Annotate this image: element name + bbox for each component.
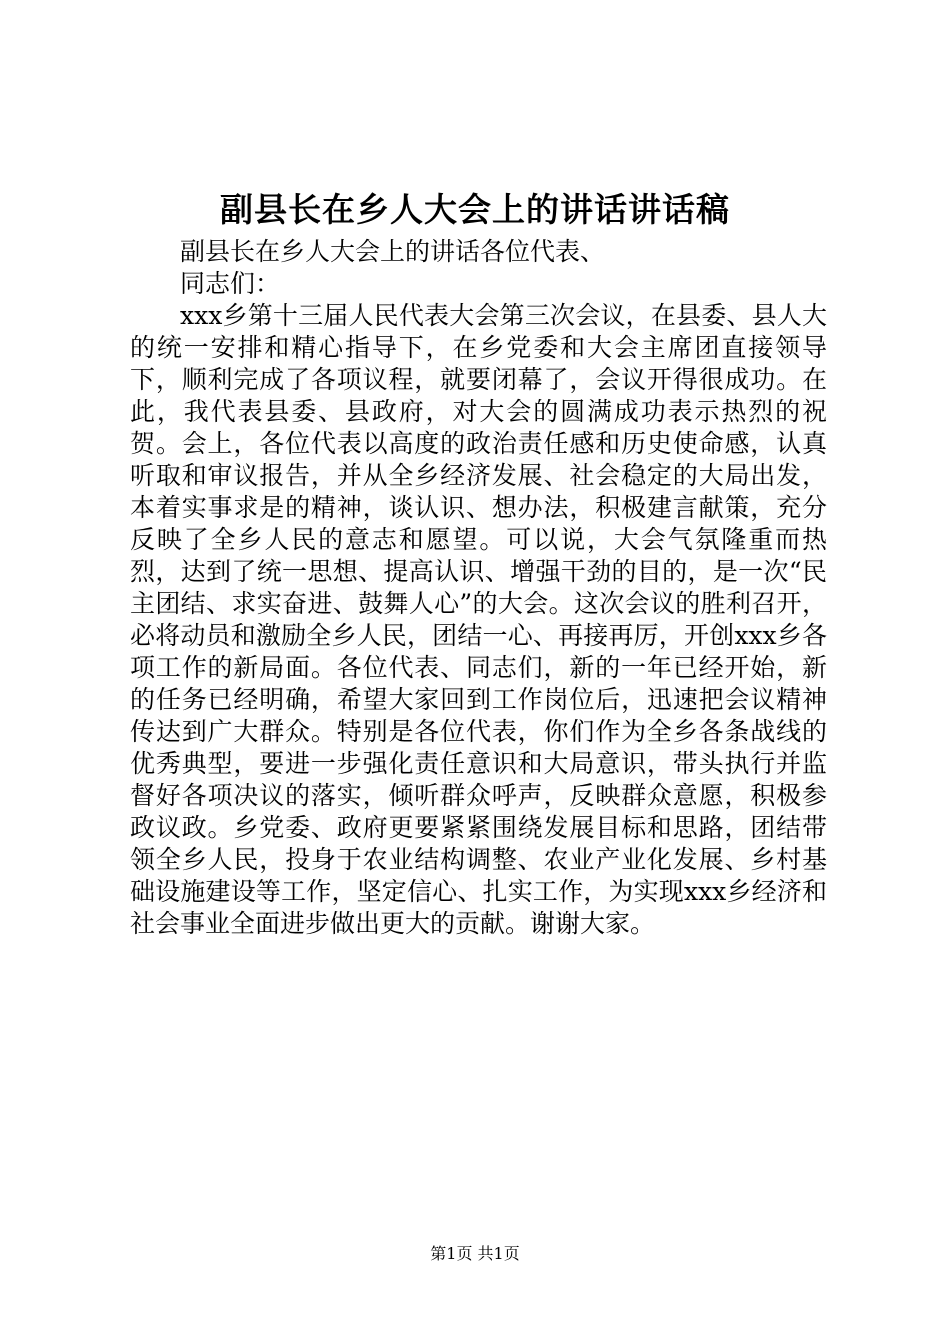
salutation-line: 同志们：: [180, 269, 281, 298]
document-title: 副县长在乡人大会上的讲话讲话稿: [220, 190, 730, 229]
main-paragraph: xxx乡第十三届人民代表大会第三次会议，在县委、县人大的统一安排和精心指导下，在乡党委和大会主席团直接领导下，顺利完成了各项议程，就要闭幕了，会议开得很成功。在此，我代表县委、县政府，对大会的圆满成功表示热烈的祝贺。会上，各位代表以高度的政治责任感和历史使命感，认真听取和审议报告，并从全乡经济发展、社会稳定的大局出发，本着实事求是的精神，谈认识、想办法，积极建言献策，充分反映了全乡人民的意志和愿望。可以说，大会气氛隆重而热烈，达到了统一思想、提高认识、增强干劲的目的，是一次“民主团结、求实奋进、鼓舞人心”的大会。这次会议的胜利召开，必将动员和激励全乡人民，团结一心、再接再厉，开创xxx乡各项工作的新局面。各位代表、同志们，新的一年已经开始，新的任务已经明确，希望大家回到工作岗位后，迅速把会议精神传达到广大群众。特别是各位代表，你们作为全乡各条战线的优秀典型，要进一步强化责任意识和大局意识，带头执行并监督好各项决议的落实，倾听群众呼声，反映群众意愿，积极参政议政。乡党委、政府更要紧紧围绕发展目标和思路，团结带领全乡人民，投身于农业结构调整、农业产业化发展、乡村基础设施建设等工作，坚定信心、扎实工作，为实现xxx乡经济和社会事业全面进步做出更大的贡献。谢谢大家。: [130, 301, 827, 938]
intro-line: 副县长在乡人大会上的讲话各位代表、: [180, 237, 606, 266]
page-footer: 第1页 共1页: [430, 1244, 520, 1263]
document-body: [130, 236, 827, 940]
